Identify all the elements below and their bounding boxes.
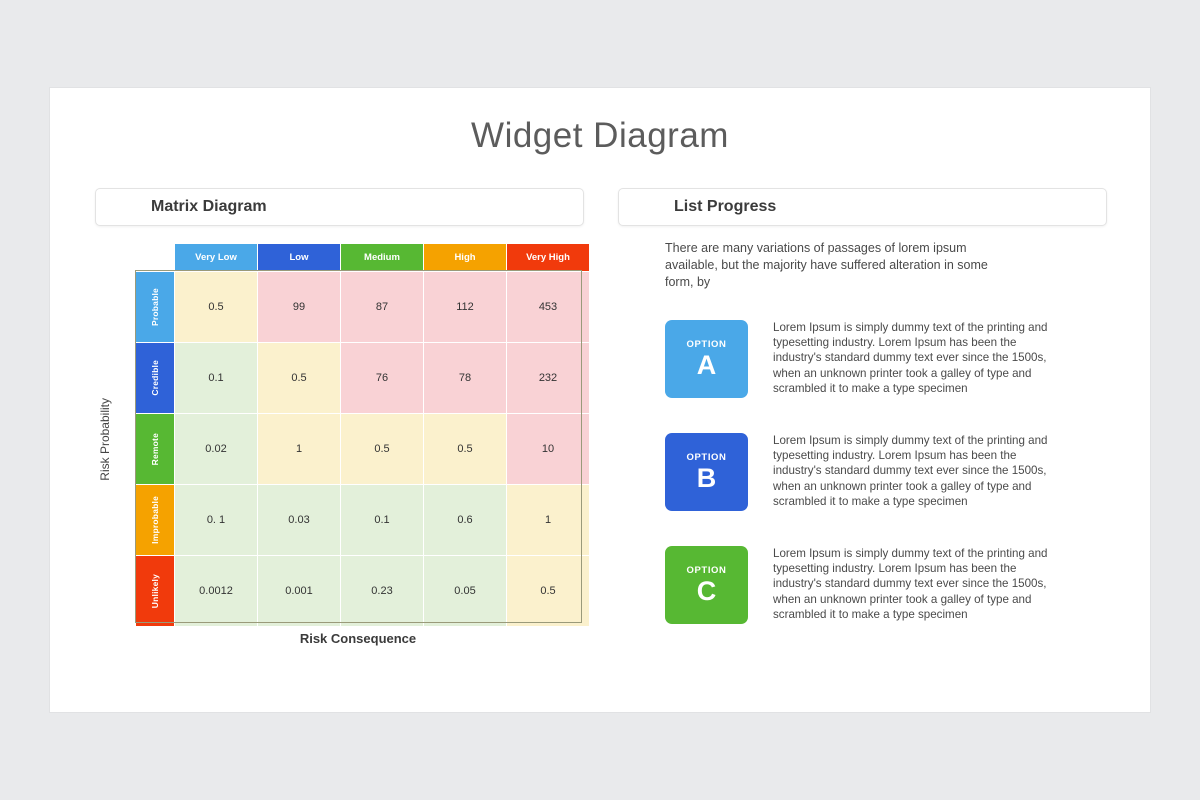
matrix-cell[interactable]: 99	[258, 272, 341, 343]
matrix-cell[interactable]: 0.5	[507, 556, 590, 627]
panel-header-list-label: List Progress	[674, 198, 777, 215]
matrix-cell[interactable]: 0.23	[341, 556, 424, 627]
option-description: Lorem Ipsum is simply dummy text of the printing and typesetting industry. Lorem Ipsum has been the industry's standard dummy text ever since the 1500s, when an unknown printer took a galley of type and scrambled it to make a type specimen	[773, 434, 1048, 508]
list-item[interactable]	[665, 320, 1105, 398]
option-tag: OPTION	[686, 452, 727, 463]
option-letter: B	[696, 463, 717, 493]
matrix-cell[interactable]: 0.05	[424, 556, 507, 627]
matrix-cell[interactable]: 1	[258, 414, 341, 485]
option-letter: C	[696, 576, 717, 606]
list-item[interactable]	[665, 433, 1105, 511]
matrix-cell[interactable]: 0.001	[258, 556, 341, 627]
matrix-cell[interactable]: 0.02	[175, 414, 258, 485]
matrix-column-header: Very High	[507, 244, 590, 272]
matrix-corner	[136, 244, 175, 272]
matrix-cell[interactable]: 0.0012	[175, 556, 258, 627]
option-badge-b[interactable]	[665, 433, 748, 511]
matrix-column-header: Low	[258, 244, 341, 272]
matrix-column-header: High	[424, 244, 507, 272]
option-letter: A	[696, 350, 717, 380]
matrix-cell[interactable]: 112	[424, 272, 507, 343]
risk-matrix-table	[135, 243, 590, 627]
matrix-x-axis-label: Risk Consequence	[299, 631, 417, 646]
option-description: Lorem Ipsum is simply dummy text of the printing and typesetting industry. Lorem Ipsum has been the industry's standard dummy text ever since the 1500s, when an unknown printer took a galley of type and scrambled it to make a type specimen	[773, 321, 1048, 395]
matrix-row-header: Probable	[136, 272, 175, 343]
matrix-row	[136, 343, 590, 414]
matrix-cell[interactable]: 0.03	[258, 485, 341, 556]
matrix-cell[interactable]: 0.5	[258, 343, 341, 414]
slide-canvas	[50, 88, 1150, 712]
matrix-row	[136, 485, 590, 556]
matrix-cell[interactable]: 1	[507, 485, 590, 556]
option-badge-c[interactable]	[665, 546, 748, 624]
page-title: Widget Diagram	[471, 116, 729, 155]
option-description: Lorem Ipsum is simply dummy text of the printing and typesetting industry. Lorem Ipsum has been the industry's standard dummy text ever since the 1500s, when an unknown printer took a galley of type and scrambled it to make a type specimen	[773, 547, 1048, 621]
list-item[interactable]	[665, 546, 1105, 624]
matrix-cell[interactable]: 0.5	[341, 414, 424, 485]
matrix-cell[interactable]: 232	[507, 343, 590, 414]
matrix-cell[interactable]: 10	[507, 414, 590, 485]
matrix-column-header: Medium	[341, 244, 424, 272]
matrix-row-header: Remote	[136, 414, 175, 485]
matrix-row-header: Improbable	[136, 485, 175, 556]
matrix-cell[interactable]: 0.1	[341, 485, 424, 556]
matrix-column-header: Very Low	[175, 244, 258, 272]
matrix-y-axis-label: Risk Probability	[98, 398, 112, 481]
matrix-cell[interactable]: 0.6	[424, 485, 507, 556]
matrix-cell[interactable]: 0. 1	[175, 485, 258, 556]
matrix-row	[136, 414, 590, 485]
panel-header-matrix-label: Matrix Diagram	[151, 198, 267, 215]
matrix-cell[interactable]: 0.1	[175, 343, 258, 414]
matrix-row-header: Unlikely	[136, 556, 175, 627]
matrix-cell[interactable]: 453	[507, 272, 590, 343]
option-tag: OPTION	[686, 565, 727, 576]
panel-header-matrix	[95, 188, 584, 226]
panel-header-list	[618, 188, 1107, 226]
matrix-cell[interactable]: 78	[424, 343, 507, 414]
matrix-cell[interactable]: 0.5	[175, 272, 258, 343]
option-tag: OPTION	[686, 339, 727, 350]
matrix-row-header: Credible	[136, 343, 175, 414]
matrix-cell[interactable]: 87	[341, 272, 424, 343]
option-badge-a[interactable]	[665, 320, 748, 398]
matrix-cell[interactable]: 0.5	[424, 414, 507, 485]
matrix-cell[interactable]: 76	[341, 343, 424, 414]
matrix-row	[136, 272, 590, 343]
risk-matrix	[135, 243, 590, 627]
matrix-row	[136, 556, 590, 627]
list-intro-text: There are many variations of passages of lorem ipsum available, but the majority have suffered alteration in some form, by	[665, 241, 988, 289]
